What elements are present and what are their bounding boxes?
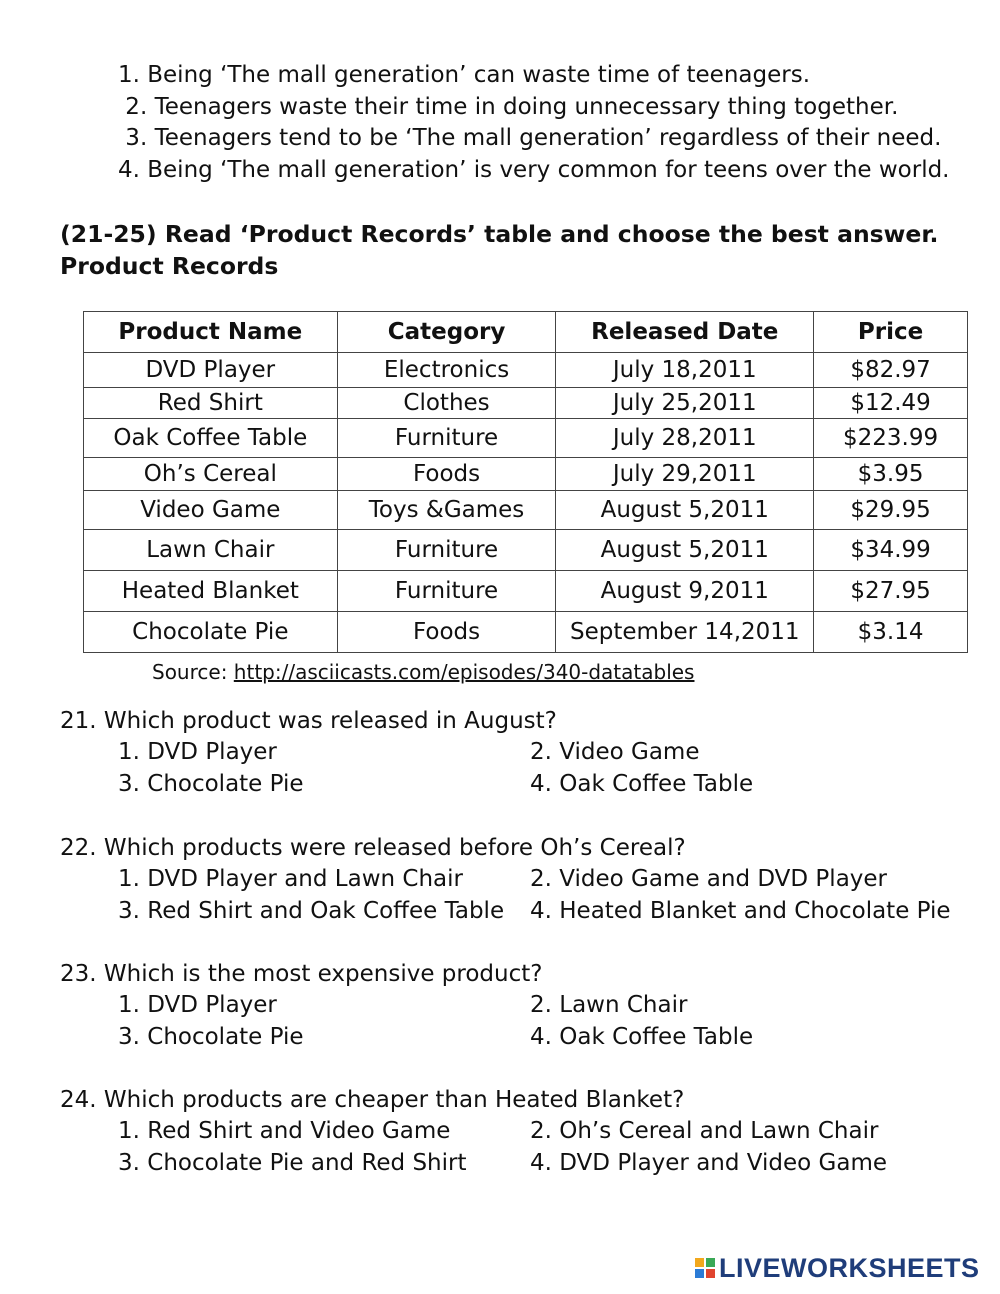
section-instruction: (21-25) Read ‘Product Records’ table and choose the best answer. (60, 220, 939, 248)
answer-option-3[interactable]: 3. Chocolate Pie (118, 1024, 304, 1050)
liveworksheets-logo (695, 1253, 980, 1283)
section-title: Product Records (60, 252, 279, 280)
answer-option-4[interactable]: 4. Oak Coffee Table (530, 771, 754, 797)
answer-option-2[interactable]: 2. Oh’s Cereal and Lawn Chair (530, 1118, 879, 1144)
cell-category: Clothes (337, 388, 556, 419)
answer-option-3[interactable]: 3. Chocolate Pie (118, 771, 304, 797)
logo-square (706, 1269, 715, 1278)
answer-option-3[interactable]: 3. Chocolate Pie and Red Shirt (118, 1150, 467, 1176)
cell-product-name: Lawn Chair (84, 530, 338, 571)
cell-product-name: Oh’s Cereal (84, 458, 338, 491)
header-released-date: Released Date (556, 312, 814, 353)
section-header (60, 218, 939, 282)
source-label: Source: (152, 660, 234, 684)
question-stem: 21. Which product was released in August? (60, 708, 557, 734)
cell-released-date: July 28,2011 (556, 419, 814, 458)
table-header-row (84, 312, 968, 353)
cell-released-date: August 5,2011 (556, 491, 814, 530)
cell-released-date: August 9,2011 (556, 571, 814, 612)
table-row (84, 491, 968, 530)
answer-option-3[interactable]: 3. Red Shirt and Oak Coffee Table (118, 898, 505, 924)
answer-option-4[interactable]: 4. Oak Coffee Table (530, 1024, 754, 1050)
cell-price: $12.49 (814, 388, 968, 419)
question-22 (60, 833, 990, 928)
cell-released-date: August 5,2011 (556, 530, 814, 571)
table-source (152, 658, 694, 686)
answer-option-2[interactable]: 2. Video Game (530, 739, 700, 765)
cell-price: $82.97 (814, 353, 968, 388)
cell-category: Electronics (337, 353, 556, 388)
brand-name: LIVEWORKSHEETS (719, 1252, 980, 1283)
cell-product-name: Oak Coffee Table (84, 419, 338, 458)
header-product-name: Product Name (84, 312, 338, 353)
header-price: Price (814, 312, 968, 353)
cell-price: $34.99 (814, 530, 968, 571)
cell-product-name: Heated Blanket (84, 571, 338, 612)
question-23 (60, 959, 990, 1054)
previous-option-1[interactable]: 1. Being ‘The mall generation’ can waste time of teenagers. (118, 62, 810, 88)
header-category: Category (337, 312, 556, 353)
previous-option-2[interactable]: 2. Teenagers waste their time in doing unnecessary thing together. (118, 94, 899, 120)
question-stem: 22. Which products were released before Oh’s Cereal? (60, 835, 686, 861)
cell-product-name: Chocolate Pie (84, 612, 338, 653)
cell-category: Foods (337, 612, 556, 653)
table-row (84, 419, 968, 458)
logo-square (695, 1269, 704, 1278)
question-21 (60, 706, 990, 801)
cell-released-date: July 18,2011 (556, 353, 814, 388)
cell-released-date: July 29,2011 (556, 458, 814, 491)
answer-option-4[interactable]: 4. Heated Blanket and Chocolate Pie (530, 898, 951, 924)
table-row (84, 458, 968, 491)
product-records-table (83, 311, 968, 653)
liveworksheets-logo-icon (695, 1258, 715, 1278)
cell-category: Toys &Games (337, 491, 556, 530)
cell-product-name: Video Game (84, 491, 338, 530)
previous-option-3[interactable]: 3. Teenagers tend to be ‘The mall generation’ regardless of their need. (118, 125, 942, 151)
cell-price: $27.95 (814, 571, 968, 612)
answer-option-1[interactable]: 1. Red Shirt and Video Game (118, 1118, 451, 1144)
cell-category: Furniture (337, 419, 556, 458)
table-row (84, 612, 968, 653)
previous-option-4[interactable]: 4. Being ‘The mall generation’ is very common for teens over the world. (118, 157, 950, 183)
table-row (84, 530, 968, 571)
cell-product-name: Red Shirt (84, 388, 338, 419)
table-row (84, 388, 968, 419)
cell-price: $29.95 (814, 491, 968, 530)
answer-option-1[interactable]: 1. DVD Player (118, 992, 277, 1018)
answer-option-2[interactable]: 2. Video Game and DVD Player (530, 866, 888, 892)
cell-price: $223.99 (814, 419, 968, 458)
question-24 (60, 1085, 990, 1180)
cell-product-name: DVD Player (84, 353, 338, 388)
cell-released-date: July 25,2011 (556, 388, 814, 419)
answer-option-1[interactable]: 1. DVD Player (118, 739, 277, 765)
cell-category: Foods (337, 458, 556, 491)
question-stem: 24. Which products are cheaper than Heated Blanket? (60, 1087, 685, 1113)
table-row (84, 571, 968, 612)
answer-option-4[interactable]: 4. DVD Player and Video Game (530, 1150, 888, 1176)
cell-category: Furniture (337, 530, 556, 571)
logo-square (706, 1258, 715, 1267)
cell-released-date: September 14,2011 (556, 612, 814, 653)
logo-square (695, 1258, 704, 1267)
cell-category: Furniture (337, 571, 556, 612)
table-row (84, 353, 968, 388)
answer-option-1[interactable]: 1. DVD Player and Lawn Chair (118, 866, 463, 892)
answer-option-2[interactable]: 2. Lawn Chair (530, 992, 688, 1018)
cell-price: $3.95 (814, 458, 968, 491)
source-link[interactable]: http://asciicasts.com/episodes/340-datatables (233, 660, 695, 684)
cell-price: $3.14 (814, 612, 968, 653)
question-stem: 23. Which is the most expensive product? (60, 961, 543, 987)
